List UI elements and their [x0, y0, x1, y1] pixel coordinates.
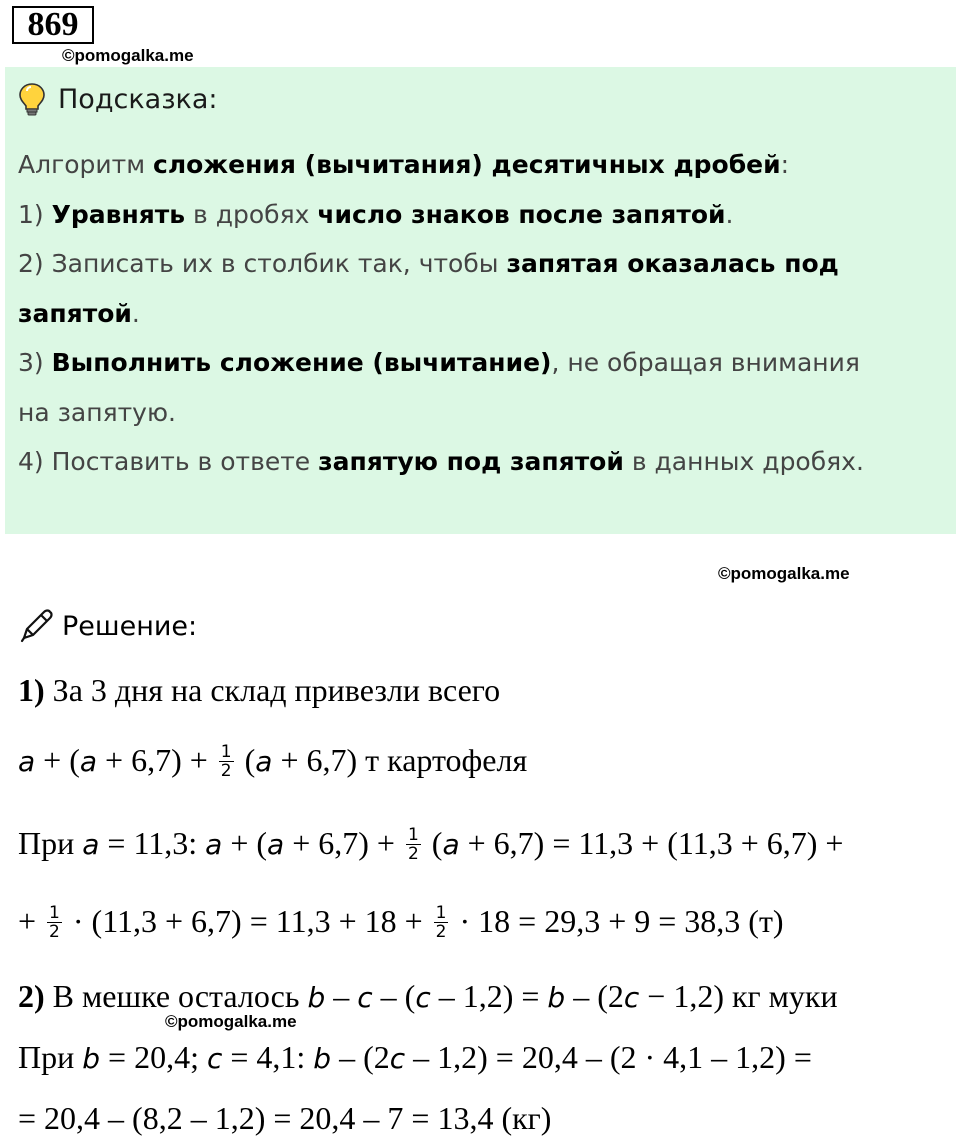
hint-title-text: Подсказка:	[58, 83, 218, 115]
fraction-half: $\frac{1}{2}$	[407, 825, 419, 865]
watermark-bottom: ©pomogalka.me	[165, 1012, 297, 1031]
hint-line-6: на запятую.	[18, 397, 176, 427]
solution-title	[18, 604, 197, 648]
hint-line-2: 1) Уравнять в дробях число знаков после запятой.	[18, 199, 734, 229]
task-number: 869	[12, 6, 94, 44]
hint-line-3: 2) Записать их в столбик так, чтобы запятая оказалась под	[18, 249, 839, 278]
hint-title	[18, 80, 218, 118]
hint-line-4: запятой.	[18, 298, 140, 328]
hint-text	[18, 140, 948, 487]
pencil-icon	[18, 608, 54, 644]
solution-line-3: При a = 11,3: a + (a + 6,7) + $\frac{1}{2}$ (a + 6,7) = 11,3 + (11,3 + 6,7) +	[18, 825, 844, 865]
watermark-top: ©pomogalka.me	[62, 46, 194, 65]
fraction-half: $\frac{1}{2}$	[49, 903, 60, 943]
solution-line-6: При b = 20,4; c = 4,1: b – (2c – 1,2) = 20,4 – (2 · 4,1 – 1,2) =	[18, 1039, 812, 1075]
solution-line-7: = 20,4 – (8,2 – 1,2) = 20,4 – 7 = 13,4 (кг)	[18, 1100, 552, 1136]
solution-line-1: 1) За 3 дня на склад привезли всего	[18, 672, 501, 708]
watermark-middle: ©pomogalka.me	[718, 564, 850, 583]
solution-line-5: 2) В мешке осталось b – c – (c – 1,2) = b – (2c − 1,2) кг муки	[18, 978, 838, 1014]
fraction-half: $\frac{1}{2}$	[435, 903, 447, 943]
solution-line-4: + $\frac{1}{2}$ · (11,3 + 6,7) = 11,3 + 18 + $\frac{1}{2}$ · 18 = 29,3 + 9 = 38,3 (т)	[18, 903, 784, 943]
solution-line-2: a + (a + 6,7) + $\frac{1}{2}$ (a + 6,7) т картофеля	[18, 742, 528, 782]
solution-title-text: Решение:	[62, 610, 198, 642]
lightbulb-icon	[18, 82, 46, 116]
hint-line-1: Алгоритм сложения (вычитания) десятичных дробей:	[18, 150, 790, 179]
hint-line-7: 4) Поставить в ответе запятую под запятой в данных дробях.	[18, 447, 864, 476]
hint-line-5: 3) Выполнить сложение (вычитание), не обращая внимания	[18, 348, 860, 377]
fraction-half: $\frac{1}{2}$	[220, 742, 232, 782]
